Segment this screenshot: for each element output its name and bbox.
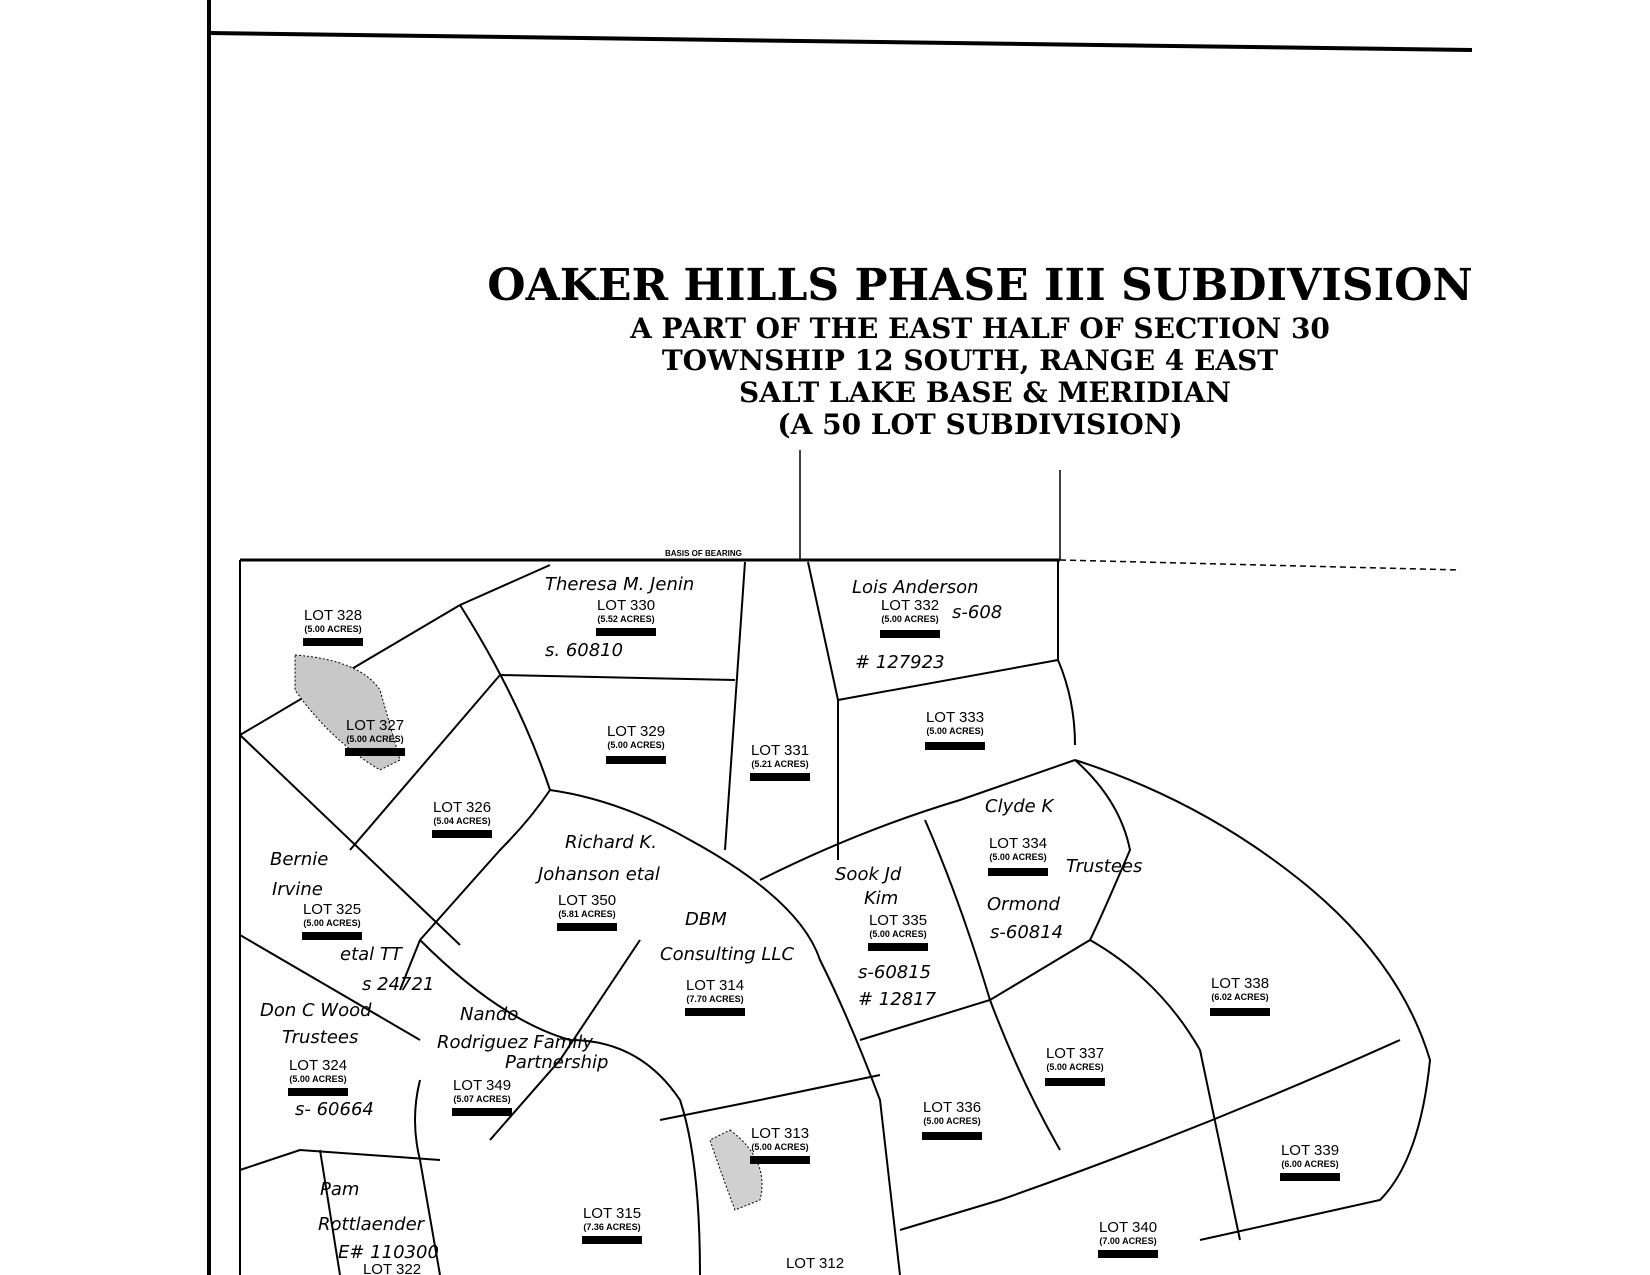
title-line-5: (A 50 LOT SUBDIVISION) [777,408,1183,441]
note-trustees2: Trustees [282,1027,359,1048]
lot-322-name: LOT 322 [362,1261,422,1275]
lot-338 [1210,975,1270,1016]
note-rottlaender: Rottlaender [318,1214,425,1235]
lot-339-name: LOT 339 [1280,1142,1340,1159]
lot-315-name: LOT 315 [582,1205,642,1222]
note-pam: Pam [320,1179,360,1200]
lot-328-name: LOT 328 [303,607,363,624]
lot-332-acres: (5.00 ACRES) [881,614,939,624]
lot-313 [750,1125,810,1164]
lot-336-acres: (5.00 ACRES) [923,1116,981,1126]
lot-340-acres: (7.00 ACRES) [1099,1236,1157,1246]
lot-331-name: LOT 331 [750,742,810,759]
lot-315 [582,1205,642,1244]
lot-329-acres: (5.00 ACRES) [607,740,665,750]
note-richard: Richard K. [565,832,657,853]
note-12817: # 12817 [858,989,937,1010]
lot-328-acres: (5.00 ACRES) [304,624,362,634]
lot-334-acres: (5.00 ACRES) [989,852,1047,862]
note-bernie: Bernie [270,849,329,870]
lot-338-name: LOT 338 [1210,975,1270,992]
lot-330-name: LOT 330 [596,597,656,614]
note-s60664: s- 60664 [295,1099,374,1120]
lot-329 [606,723,666,764]
lot-327-acres: (5.00 ACRES) [346,734,404,744]
lot-boundaries [240,560,1430,1275]
note-s24721: s 24721 [362,974,435,995]
lot-350 [557,892,617,931]
lot-349-acres: (5.07 ACRES) [453,1094,511,1104]
lot-335 [868,912,928,951]
note-clyde: Clyde K [985,796,1054,817]
lot-339 [1280,1142,1340,1181]
note-s60815: s-60815 [858,962,932,983]
lot-312 [786,1255,844,1272]
lot-337-name: LOT 337 [1045,1045,1105,1062]
lot-350-acres: (5.81 ACRES) [558,909,616,919]
lot-labels [288,597,1340,1275]
lot-333-name: LOT 333 [925,709,985,726]
note-rodriguez: Rodriguez Family [437,1032,593,1053]
lot-324-acres: (5.00 ACRES) [289,1074,347,1084]
lot-315-acres: (7.36 ACRES) [583,1222,641,1232]
lot-338-acres: (6.02 ACRES) [1211,992,1269,1002]
lot-336 [922,1099,982,1140]
lot-331-acres: (5.21 ACRES) [751,759,809,769]
lot-332-name: LOT 332 [880,597,940,614]
note-trustees1: Trustees [1066,856,1143,877]
lot-313-name: LOT 313 [750,1125,810,1142]
note-dbm: DBM [685,909,727,930]
lot-325 [302,901,362,940]
handwritten-notes [260,574,1142,1263]
lot-333-acres: (5.00 ACRES) [926,726,984,736]
note-doncwood: Don C Wood [260,1000,372,1021]
lot-337 [1045,1045,1105,1086]
note-nando: Nando [460,1004,519,1025]
title-block [487,260,1472,441]
lot-312-name: LOT 312 [785,1255,845,1272]
lot-333 [925,709,985,750]
lot-324 [288,1057,348,1096]
lot-328 [303,607,363,646]
title-line-3: TOWNSHIP 12 SOUTH, RANGE 4 EAST [661,344,1279,377]
note-etal: etal TT [340,944,402,965]
note-johanson: Johanson etal [538,864,660,885]
title-line-2: A PART OF THE EAST HALF OF SECTION 30 [630,312,1330,345]
lot-330 [596,597,656,636]
lot-350-name: LOT 350 [557,892,617,909]
lot-332 [880,597,940,638]
note-consulting: Consulting LLC [660,944,795,965]
lot-330-acres: (5.52 ACRES) [597,614,655,624]
lot-340-name: LOT 340 [1098,1219,1158,1236]
lot-314 [685,977,745,1016]
lot-325-acres: (5.00 ACRES) [303,918,361,928]
lot-335-name: LOT 335 [868,912,928,929]
lot-322 [363,1261,421,1275]
lot-334 [988,835,1048,876]
lot-314-acres: (7.70 ACRES) [686,994,744,1004]
lot-335-acres: (5.00 ACRES) [869,929,927,939]
lot-326 [432,799,492,838]
lot-326-name: LOT 326 [432,799,492,816]
basis-of-bearing-label: BASIS OF BEARING [665,549,742,558]
lot-329-name: LOT 329 [606,723,666,740]
lot-324-name: LOT 324 [288,1057,348,1074]
lot-349 [452,1077,512,1116]
title-line-4: SALT LAKE BASE & MERIDIAN [739,376,1231,409]
lot-326-acres: (5.04 ACRES) [433,816,491,826]
lot-327 [345,717,405,756]
title-main: OAKER HILLS PHASE III SUBDIVISION [487,260,1473,311]
note-s60810: s. 60810 [545,640,624,661]
note-ormond: Ormond [987,894,1060,915]
lot-314-name: LOT 314 [685,977,745,994]
lot-340 [1098,1219,1158,1258]
note-e110300: E# 110300 [338,1242,439,1263]
note-s60814: s-60814 [990,922,1064,943]
lot-325-name: LOT 325 [302,901,362,918]
lot-327-name: LOT 327 [345,717,405,734]
note-sookjd: Sook Jd [835,864,902,885]
lot-331 [750,742,810,781]
lot-313-acres: (5.00 ACRES) [751,1142,809,1152]
note-127923: # 127923 [855,652,945,673]
note-theresa: Theresa M. Jenin [545,574,695,595]
lot-334-name: LOT 334 [988,835,1048,852]
lot-337-acres: (5.00 ACRES) [1046,1062,1104,1072]
basis-of-bearing [240,450,1460,570]
note-lois: Lois Anderson [852,577,979,598]
lot-339-acres: (6.00 ACRES) [1281,1159,1339,1169]
note-s608: s-608 [952,602,1003,623]
note-irvine: Irvine [272,879,323,900]
note-kim: Kim [864,888,899,909]
lot-336-name: LOT 336 [922,1099,982,1116]
note-partnership: Partnership [505,1052,609,1073]
lot-349-name: LOT 349 [452,1077,512,1094]
